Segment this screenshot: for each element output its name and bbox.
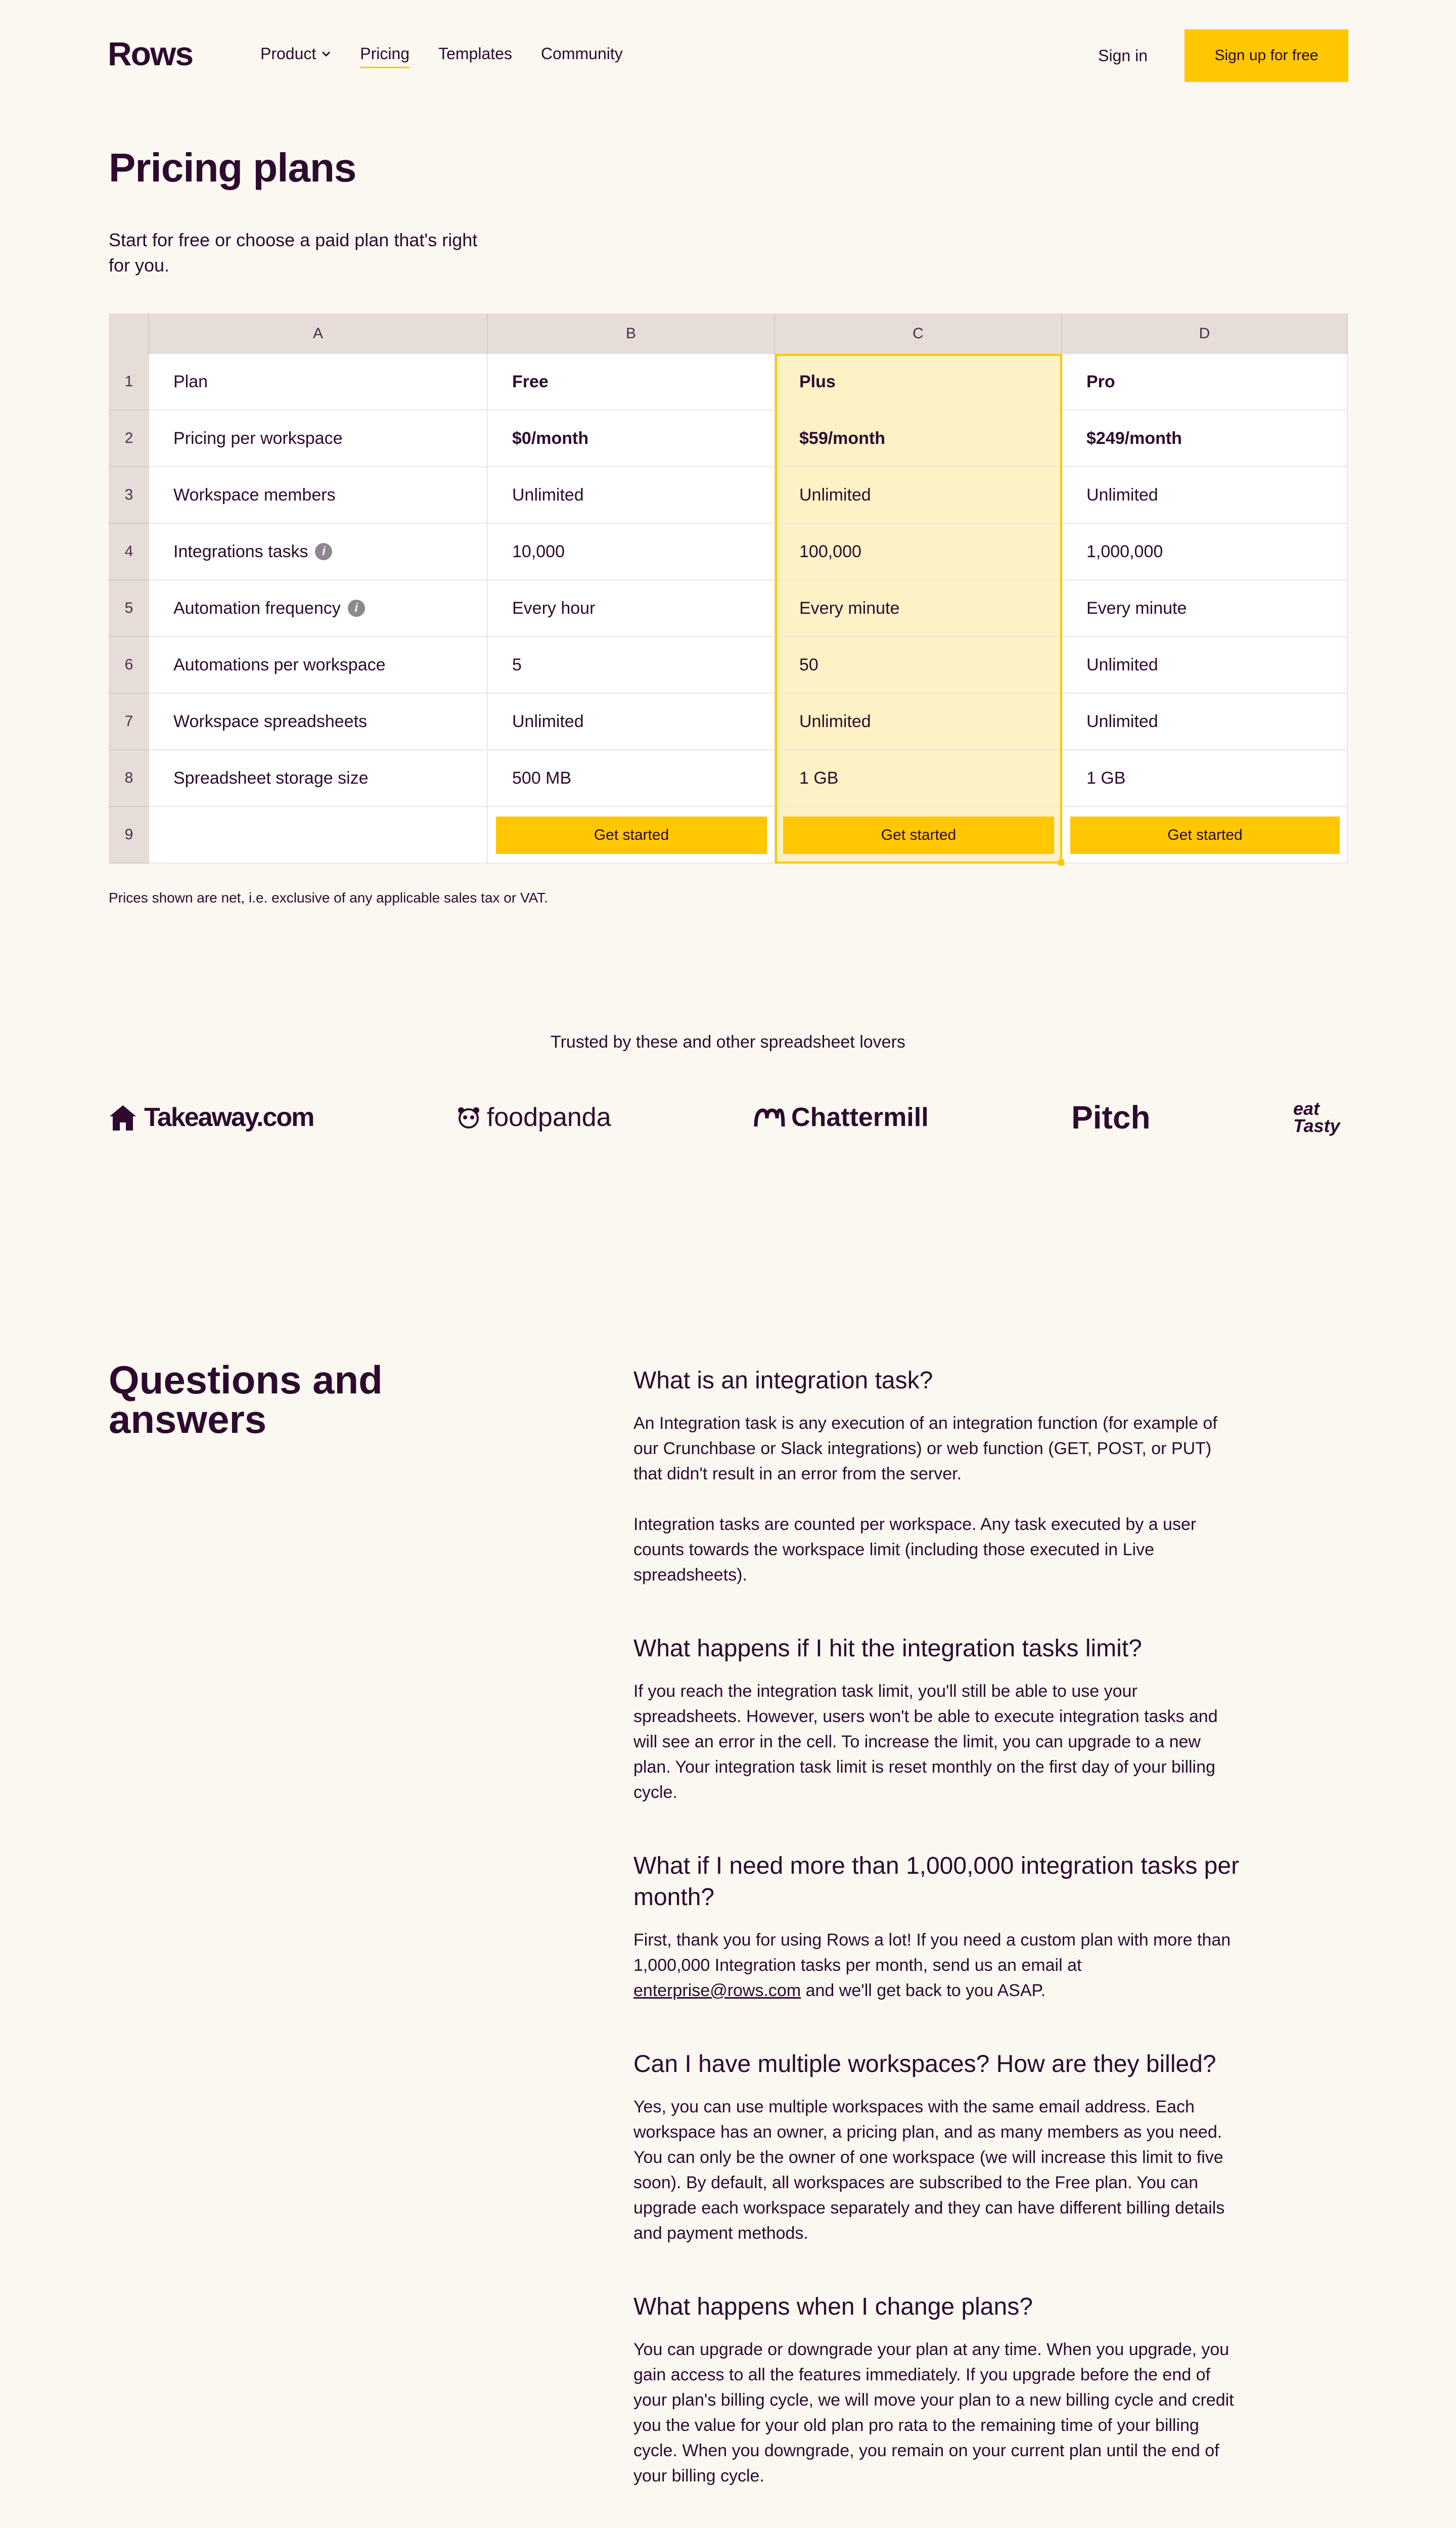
faq-item [633,2291,1240,2489]
faq-answer: If you reach the integration task limit, you'll still be able to use your spreadsheets. However, users won't be able to execute integration tasks and will see an error in the cell. To increase the limit, you can upgrade to a new plan. Your integration task limit is reset monthly on the first day of your billing cycle. [633,1682,1218,1802]
table-cell [149,524,488,580]
cell-text: Automations per workspace [173,655,386,674]
cell-text: 1,000,000 [1086,541,1163,561]
cell-text: 1 GB [799,768,839,788]
row-number: 5 [109,580,149,637]
table-cell [1062,694,1348,750]
pricing-note: Prices shown are net, i.e. exclusive of any applicable sales tax or VAT. [109,890,548,906]
table-cell [775,637,1062,694]
table-cell [488,580,775,637]
table-cell [1062,354,1348,411]
faq-list [633,1365,1240,2528]
cell-text: Plus [799,372,836,391]
nav-templates[interactable]: Templates [438,44,512,63]
takeaway-logo: Takeaway.com [108,1102,313,1133]
eattasty-logo: eat Tasty [1293,1098,1340,1136]
faq-answer: An Integration task is any execution of an integration function (for example of our Crunchbase or Slack integrations) or web function (GET, POST, or PUT) that didn't result in an error from the server. [633,1414,1217,1483]
table-cell [775,694,1062,750]
cell-text: Spreadsheet storage size [173,768,369,788]
table-cell [149,637,488,694]
cell-text: Every minute [799,598,900,618]
table-cell [1062,580,1348,637]
cell-text: Unlimited [1086,655,1158,674]
cell-text: Pro [1086,372,1115,391]
faq-item [633,1633,1240,1805]
table-cell [488,694,775,750]
nav-actions [1098,29,1348,82]
cell-text: $59/month [799,428,886,448]
table-cell [149,694,488,750]
cell-text: Automation frequency [173,598,341,618]
table-cell [149,580,488,637]
foodpanda-logo: foodpanda [457,1102,611,1133]
column-header: C [775,313,1062,354]
chevron-down-icon [321,51,331,58]
cell-text: Plan [173,372,208,391]
get-started-button[interactable]: Get started [783,817,1054,854]
signin-link[interactable]: Sign in [1098,46,1148,65]
column-header: A [149,313,488,354]
cell-text: Unlimited [799,485,871,505]
pitch-logo: Pitch [1071,1099,1151,1136]
trusted-title: Trusted by these and other spreadsheet lovers [551,1032,905,1052]
cell-text: 10,000 [512,541,565,561]
table-cell [1062,467,1348,524]
panda-icon [457,1105,481,1130]
row-number: 3 [109,467,149,524]
get-started-button[interactable]: Get started [1070,817,1340,854]
faq-item [633,1365,1240,1588]
table-cell [149,411,488,467]
faq-question: What is an integration task? [633,1367,933,1394]
cell-text: Workspace spreadsheets [173,711,368,731]
main-nav [260,44,652,63]
cell-text: Unlimited [1086,711,1158,731]
cell-text: Pricing per workspace [173,428,343,448]
table-cell [775,467,1062,524]
page-subtitle: Start for free or choose a paid plan that's right for you. [109,230,478,276]
table-cell [775,580,1062,637]
table-cell [775,354,1062,411]
table-cell [1062,637,1348,694]
table-cell [149,750,488,807]
faq-question: What happens when I change plans? [633,2293,1033,2320]
cell-text: Unlimited [1086,485,1158,505]
column-header: B [488,313,775,354]
wave-icon [754,1106,785,1128]
row-number: 4 [109,524,149,580]
faq-answer: Integration tasks are counted per workspace. Any task executed by a user counts towards the workspace limit (including those executed in Live spreadsheets). [633,1515,1197,1585]
faq-title: Questions and answers [109,1358,383,1441]
nav-product-label: Product [260,44,316,63]
table-cell [488,637,775,694]
table-cell [1062,750,1348,807]
table-cell [149,354,488,411]
nav-product[interactable] [260,44,331,63]
cell-text: Free [512,372,549,391]
info-icon[interactable]: i [315,543,332,560]
selection-handle[interactable] [1058,860,1064,866]
faq-answer: Yes, you can use multiple workspaces with the same email address. Each workspace has an owner, a pricing plan, and as many members as you need. You can only be the owner of one workspace (we will increase this limit to five soon). By default, all workspaces are subscribed to the Free plan. You can upgrade each workspace separately and they can have different billing details and payment methods. [633,2097,1225,2243]
row-number: 6 [109,637,149,694]
cell-text: 1 GB [1086,768,1126,788]
house-icon [108,1102,138,1133]
info-icon[interactable]: i [348,600,365,617]
table-cell [488,750,775,807]
table-cell [1062,411,1348,467]
cell-text: Unlimited [512,485,584,505]
row-number: 8 [109,750,149,807]
faq-item [633,1850,1240,2003]
row-number: 1 [109,354,149,411]
row-number: 9 [109,807,149,864]
customer-logos [108,1092,1349,1143]
faq-answer: You can upgrade or downgrade your plan at any time. When you upgrade, you gain access to all the features immediately. If you upgrade before the end of your plan's billing cycle, we will move your plan to a new billing cycle and credit you the value for your old plan pro rata to the remaining time of your billing cycle. When you downgrade, you remain on your current plan until the end of your billing cycle. [633,2340,1234,2486]
cell-text: Workspace members [173,485,336,505]
row-number: 2 [109,411,149,467]
cell-text: Unlimited [799,711,871,731]
cell-text: $249/month [1086,428,1182,448]
cell-text: 5 [512,655,522,674]
table-corner [109,313,149,354]
faq-answer: First, thank you for using Rows a lot! If you need a custom plan with more than 1,000,000 Integration tasks per month, send us an email at enterprise@rows.com and we'll get back to you ASAP. [633,1930,1231,2000]
faq-question: What happens if I hit the integration tasks limit? [633,1635,1142,1662]
table-cell [775,411,1062,467]
page-title: Pricing plans [109,145,356,190]
cell-text: Unlimited [512,711,584,731]
column-header: D [1062,313,1348,354]
pricing-table [109,313,1348,865]
cell-text: 50 [799,655,818,674]
table-cell [149,807,488,864]
faq-question: Can I have multiple workspaces? How are they billed? [633,2051,1216,2078]
cell-text: 500 MB [512,768,572,788]
table-cell [488,411,775,467]
row-number: 7 [109,694,149,750]
faq-question: What if I need more than 1,000,000 integration tasks per month? [633,1853,1240,1911]
table-cell [488,524,775,580]
table-cell [149,467,488,524]
cell-text: $0/month [512,428,589,448]
table-cell [775,750,1062,807]
table-cell [488,354,775,411]
nav-pricing[interactable]: Pricing [360,44,410,63]
get-started-button[interactable]: Get started [496,817,767,854]
table-cell [1062,524,1348,580]
nav-community[interactable]: Community [540,44,623,63]
cell-text: Integrations tasks [173,541,308,561]
cell-text: 100,000 [799,541,861,561]
faq-item [633,2049,1240,2246]
chattermill-logo: Chattermill [754,1102,929,1133]
signup-button[interactable]: Sign up for free [1185,29,1348,82]
table-cell [488,467,775,524]
cell-text: Every minute [1086,598,1187,618]
logo[interactable]: Rows [108,35,193,72]
table-cell [775,524,1062,580]
enterprise-email-link[interactable]: enterprise@rows.com [633,1981,801,2000]
cell-text: Every hour [512,598,596,618]
